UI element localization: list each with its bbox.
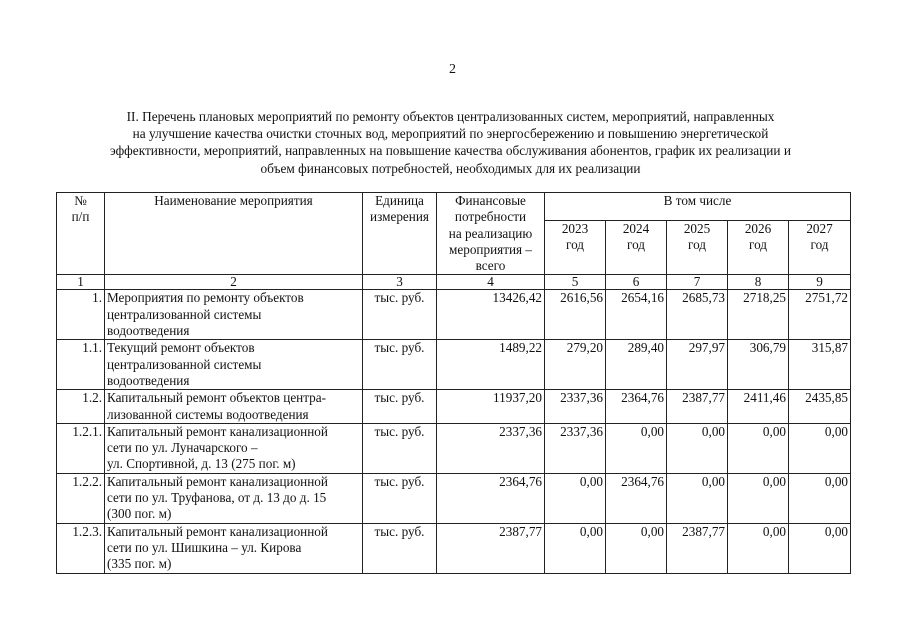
column-number: 7 (667, 275, 728, 290)
row-unit: тыс. руб. (363, 340, 437, 390)
year-word: год (748, 237, 767, 253)
column-number: 6 (606, 275, 667, 290)
column-number: 9 (789, 275, 851, 290)
header-num (57, 193, 105, 275)
row-number: 1.2.2. (57, 473, 105, 523)
row-year-value: 289,40 (606, 340, 667, 390)
title-line: объем финансовых потребностей, необходимых для их реализации (260, 160, 641, 176)
table-row (57, 523, 851, 573)
row-name-line: Капитальный ремонт канализационной (107, 523, 328, 539)
year-value: 2024 (622, 221, 650, 237)
row-unit: тыс. руб. (363, 290, 437, 340)
row-year-value: 2364,76 (606, 473, 667, 523)
row-year-value: 2364,76 (606, 390, 667, 424)
column-number: 2 (105, 275, 363, 290)
row-total: 13426,42 (437, 290, 545, 340)
header-unit-line: Единица (375, 193, 424, 208)
row-year-value: 2718,25 (728, 290, 789, 340)
header-finance (437, 193, 545, 275)
header-finance-line: на реализацию (448, 225, 533, 241)
table-row (57, 390, 851, 424)
row-total: 11937,20 (437, 390, 545, 424)
row-year-value: 0,00 (545, 473, 606, 523)
row-year-value: 0,00 (667, 423, 728, 473)
row-year-value: 0,00 (789, 523, 851, 573)
row-unit: тыс. руб. (363, 423, 437, 473)
header-name: Наименование мероприятия (105, 193, 363, 275)
table-row (57, 290, 851, 340)
column-number-row (57, 275, 851, 290)
row-name-line: ул. Спортивной, д. 13 (275 пог. м) (107, 456, 296, 472)
row-total: 2387,77 (437, 523, 545, 573)
year-value: 2023 (561, 221, 589, 237)
row-name (105, 340, 363, 390)
title-line: эффективности, мероприятий, направленных на повышение качества обслуживания абонентов, график их реализации и (110, 143, 791, 159)
row-name-line: централизованной системы (107, 356, 262, 372)
row-name-line: Капитальный ремонт канализационной (107, 423, 328, 439)
row-year-value: 297,97 (667, 340, 728, 390)
row-name-line: (335 пог. м) (107, 556, 172, 572)
row-name-line: Мероприятия по ремонту объектов (107, 290, 304, 306)
row-name-line: сети по ул. Луначарского – (107, 440, 258, 456)
table-row (57, 340, 851, 390)
column-number: 1 (57, 275, 105, 290)
header-unit (363, 193, 437, 275)
column-number: 5 (545, 275, 606, 290)
row-name-line: централизованной системы (107, 306, 262, 322)
header-year (667, 221, 728, 275)
row-name (105, 390, 363, 424)
row-name-line: сети по ул. Шишкина – ул. Кирова (107, 539, 302, 555)
row-year-value: 2751,72 (789, 290, 851, 340)
row-year-value: 0,00 (667, 473, 728, 523)
row-year-value: 2411,46 (728, 390, 789, 424)
row-name (105, 290, 363, 340)
row-number: 1.1. (57, 340, 105, 390)
row-year-value: 0,00 (789, 423, 851, 473)
header-unit-line: измерения (370, 209, 429, 225)
plan-table (56, 192, 851, 574)
row-year-value: 0,00 (728, 473, 789, 523)
header-finance-line: Финансовые (455, 193, 526, 208)
row-year-value: 306,79 (728, 340, 789, 390)
row-total: 2337,36 (437, 423, 545, 473)
title-line: на улучшение качества очистки сточных вод, мероприятий по энергосбережению и повышению энергетической (132, 126, 769, 142)
row-total: 2364,76 (437, 473, 545, 523)
header-finance-line: всего (475, 258, 506, 274)
row-year-value: 279,20 (545, 340, 606, 390)
header-including: В том числе (545, 193, 851, 221)
page-number: 2 (449, 62, 456, 77)
header-num-line: п/п (71, 209, 90, 225)
row-year-value: 0,00 (789, 473, 851, 523)
row-number: 1.2.1. (57, 423, 105, 473)
header-year (545, 221, 606, 275)
row-unit: тыс. руб. (363, 523, 437, 573)
row-name (105, 423, 363, 473)
row-name-line: водоотведения (107, 323, 190, 339)
column-number: 8 (728, 275, 789, 290)
row-name-line: Капитальный ремонт объектов центра- (107, 390, 326, 406)
year-value: 2027 (806, 221, 833, 237)
row-year-value: 2435,85 (789, 390, 851, 424)
year-word: год (810, 237, 829, 253)
header-finance-line: потребности (454, 209, 527, 225)
row-name (105, 523, 363, 573)
row-name (105, 473, 363, 523)
row-number: 1.2. (57, 390, 105, 424)
year-value: 2026 (744, 221, 772, 237)
row-total: 1489,22 (437, 340, 545, 390)
title-line: II. Перечень плановых мероприятий по ремонту объектов централизованных систем, мероприятий, направленных (126, 109, 775, 124)
header-year (789, 221, 851, 275)
header-num-line: № (74, 193, 87, 208)
row-year-value: 2337,36 (545, 423, 606, 473)
row-number: 1. (57, 290, 105, 340)
row-year-value: 2387,77 (667, 523, 728, 573)
table-row (57, 473, 851, 523)
header-finance-line: мероприятия – (449, 241, 532, 257)
row-unit: тыс. руб. (363, 473, 437, 523)
year-value: 2025 (683, 221, 711, 237)
header-row (57, 193, 851, 221)
row-year-value: 0,00 (728, 523, 789, 573)
row-number: 1.2.3. (57, 523, 105, 573)
row-name-line: лизованной системы водоотведения (107, 406, 309, 422)
column-number: 3 (363, 275, 437, 290)
year-word: год (565, 237, 584, 253)
row-unit: тыс. руб. (363, 390, 437, 424)
row-name-line: сети по ул. Труфанова, от д. 13 до д. 15 (107, 490, 327, 506)
header-year (728, 221, 789, 275)
row-name-line: Капитальный ремонт канализационной (107, 473, 328, 489)
row-year-value: 0,00 (606, 523, 667, 573)
row-year-value: 315,87 (789, 340, 851, 390)
year-word: год (626, 237, 645, 253)
row-year-value: 2685,73 (667, 290, 728, 340)
row-year-value: 2387,77 (667, 390, 728, 424)
row-year-value: 2654,16 (606, 290, 667, 340)
row-year-value: 0,00 (728, 423, 789, 473)
row-year-value: 0,00 (606, 423, 667, 473)
section-title (48, 108, 853, 177)
column-number: 4 (437, 275, 545, 290)
year-word: год (687, 237, 706, 253)
row-year-value: 0,00 (545, 523, 606, 573)
row-name-line: Текущий ремонт объектов (107, 340, 255, 356)
table-row (57, 423, 851, 473)
row-name-line: (300 пог. м) (107, 506, 172, 522)
row-name-line: водоотведения (107, 372, 190, 388)
header-year (606, 221, 667, 275)
row-year-value: 2337,36 (545, 390, 606, 424)
row-year-value: 2616,56 (545, 290, 606, 340)
